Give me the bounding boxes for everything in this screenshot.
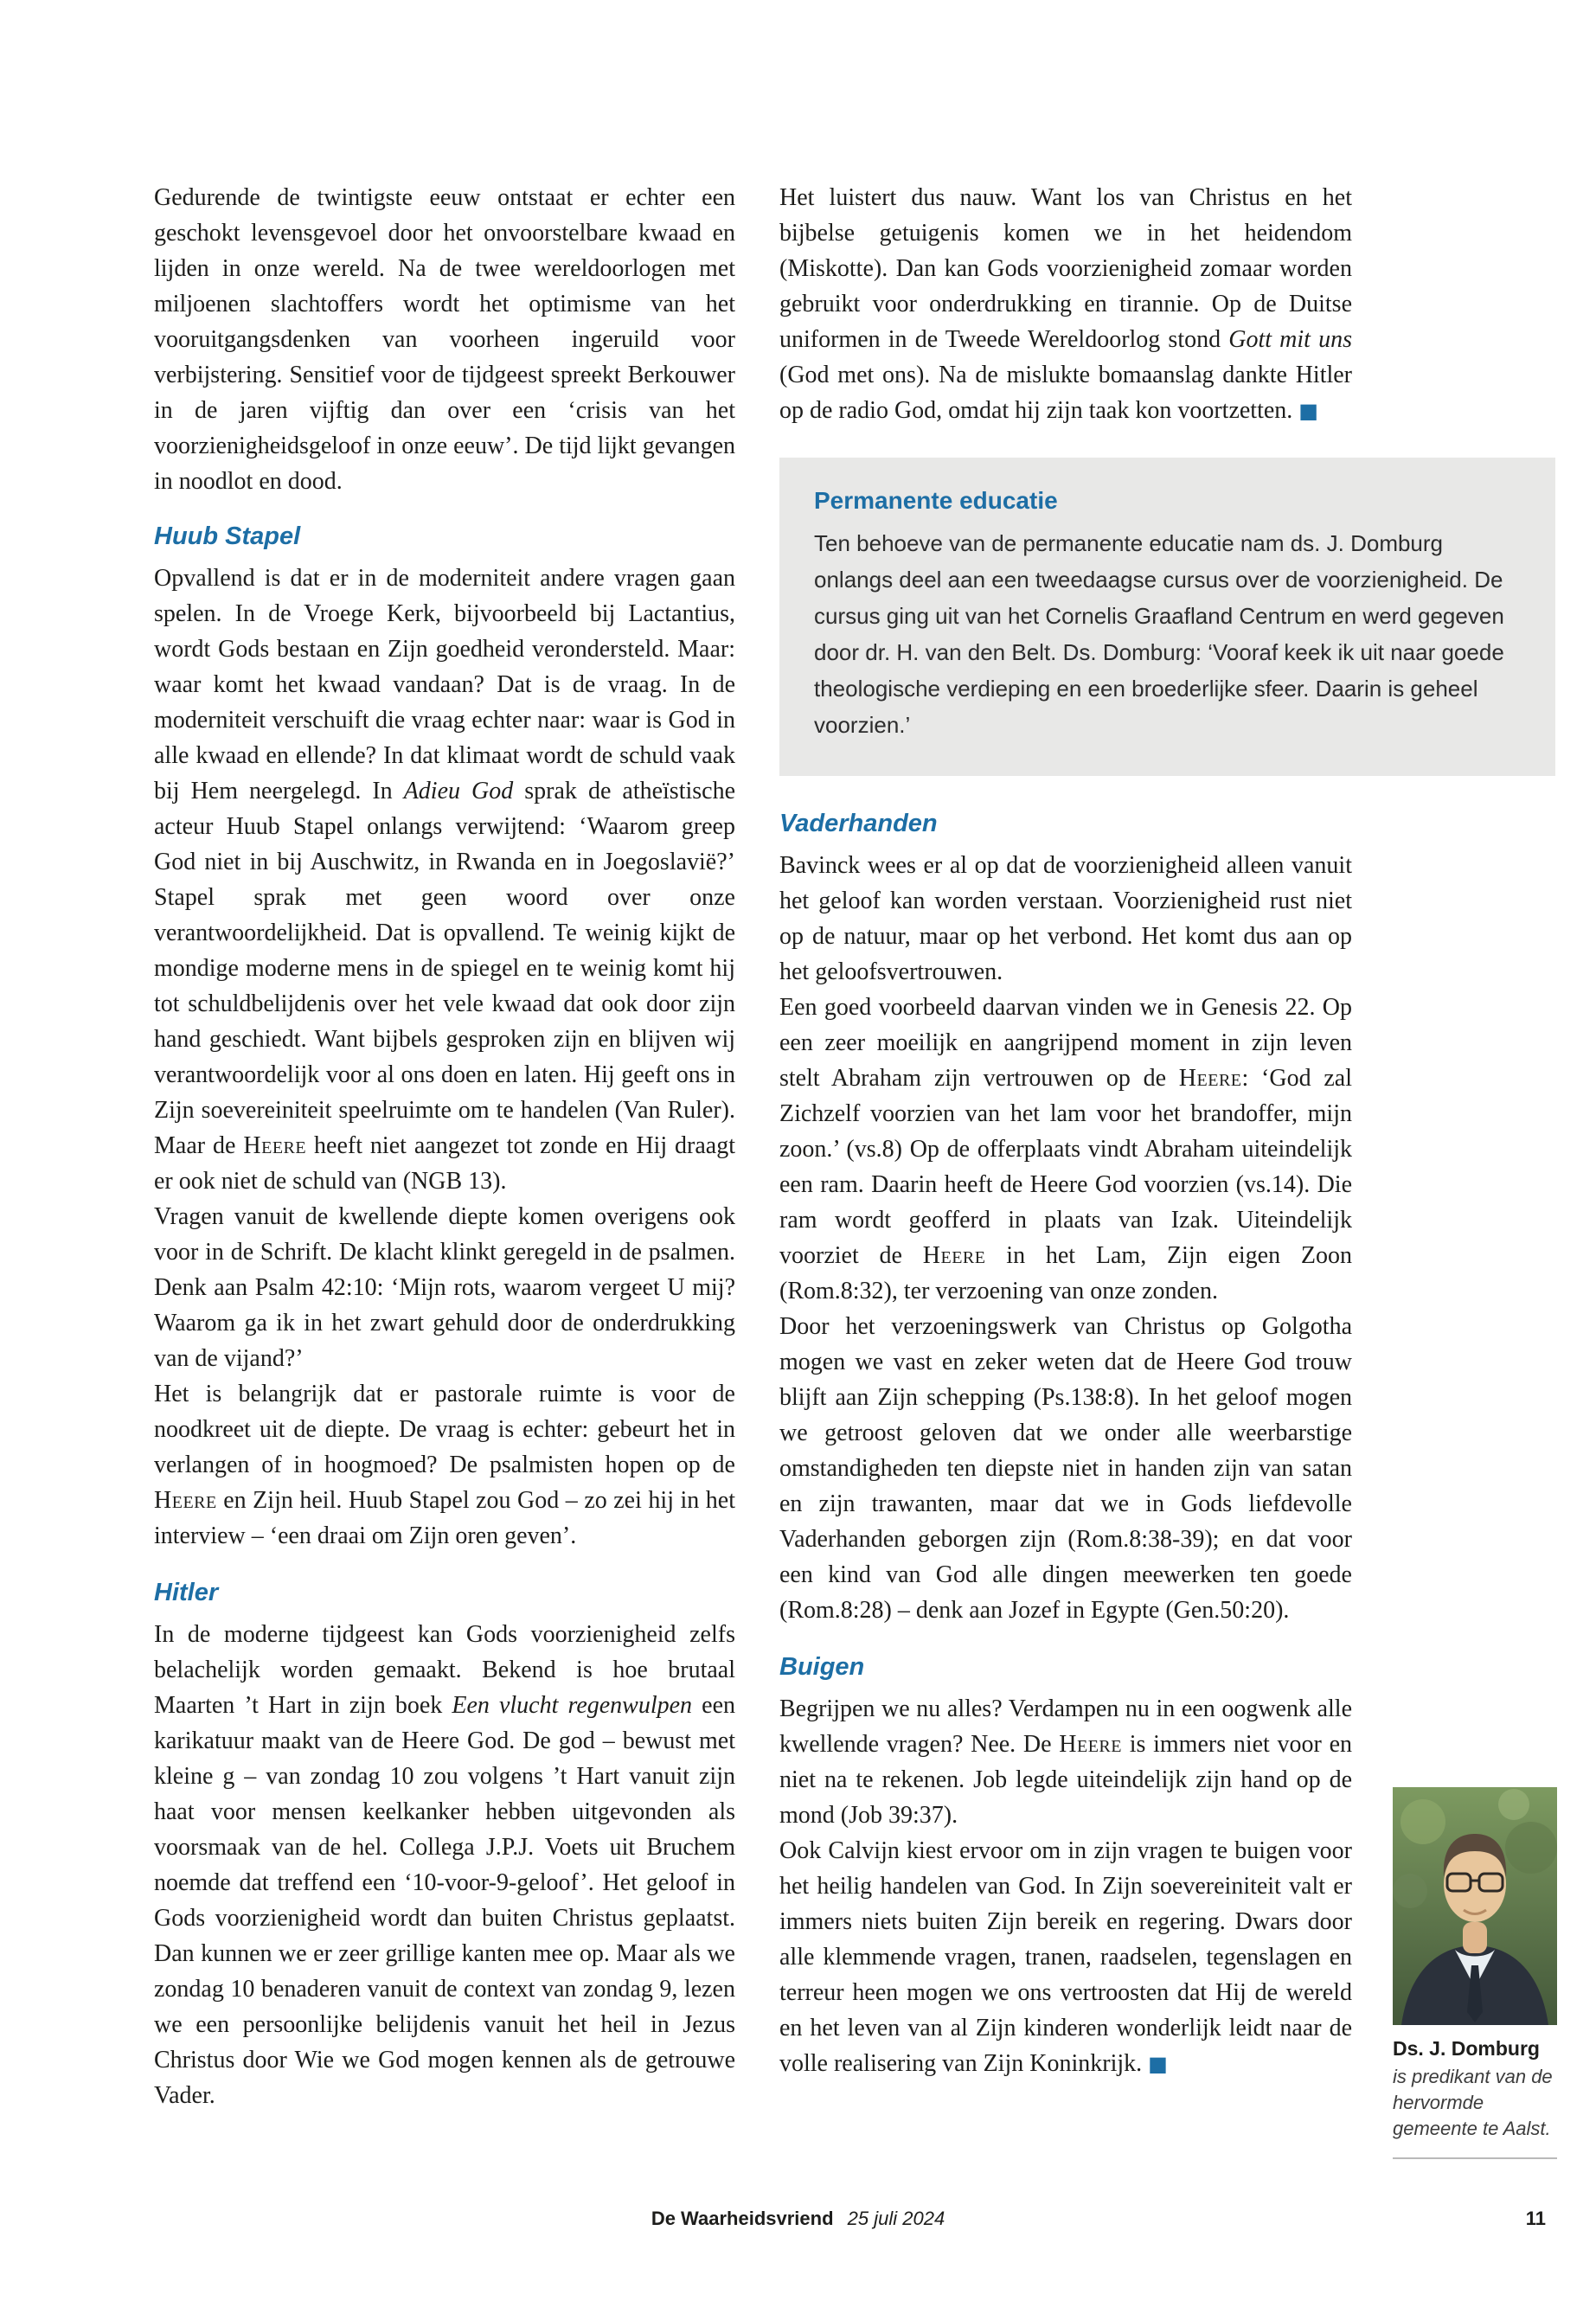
intro-paragraph: Gedurende de twintigste eeuw ontstaat er echter een geschokt levensgevoel door het onvoorstelbare kwaad en lijden in onze wereld. Na de twee wereldoorlogen met miljoenen slachtoffers wordt het optimisme van het vooruitgangsdenken van voorheen ingeruild voor verbijstering. Sensitief voor de tijdgeest spreekt Berkouwer in de jaren vijftig dan over een ‘crisis van het voorzienigheidsgeloof in onze eeuw’. De tijd lijkt gevangen in noodlot en dood. — [154, 184, 735, 495]
end-of-article-mark: ■ — [1148, 2052, 1168, 2076]
footer-center — [0, 2208, 1596, 2230]
end-of-article-mark: ■ — [1298, 399, 1318, 423]
photo-caption — [1393, 2037, 1557, 2159]
right-column — [779, 180, 1504, 2081]
page-footer — [0, 2208, 1596, 2242]
paragraph: Het is belangrijk dat er pastorale ruimte is voor de noodkreet uit de diepte. De vraag is echter: gebeurt het in verlangen of in hoogmoed? De psalmisten hopen op de Heere en Zijn heil. Huub Stapel zou God – zo zei hij in het interview – ‘een draai om Zijn oren geven’. — [154, 1381, 735, 1549]
portrait-photo — [1393, 1787, 1557, 2025]
photo-caption-name: Ds. J. Domburg — [1393, 2037, 1540, 2060]
paragraph-text: Het luistert dus nauw. Want los van Christus en het bijbelse getuigenis komen we in het heidendom (Miskotte). Dan kan Gods voorzienigheid zomaar worden gebruikt voor onderdrukking en tirannie. Op de Duitse uniformen in de Tweede Wereldoorlog stond Gott mit uns (God met ons). Na de mislukte bomaanslag dankte Hitler op de radio God, omdat hij zijn taak kon voortzetten. — [779, 184, 1352, 424]
photo-rail — [1393, 1787, 1557, 2159]
left-column — [154, 180, 735, 2113]
section-heading-vaderhanden: Vaderhanden — [779, 810, 938, 837]
info-box-title: Permanente educatie — [814, 487, 1058, 514]
paragraph: Vragen vanuit de kwellende diepte komen overigens ook voor in de Schrift. De klacht klinkt geregeld in de psalmen. Denk aan Psalm 42:10: ‘Mijn rots, waarom vergeet U mij? Waarom ga ik in het zwart gehuld door de onderdrukking van de vijand?’ — [154, 1203, 735, 1372]
section-heading-buigen: Buigen — [779, 1653, 865, 1681]
section-heading-huub-stapel: Huub Stapel — [154, 522, 301, 550]
paragraph-text: Ook Calvijn kiest ervoor om in zijn vragen te buigen voor het heilig handelen van God. In Zijn soevereiniteit valt er immers niets buiten Zijn bereik en regering. Dwars door alle klemmende vragen, tranen, raadselen, tegenslagen en terreur heen mogen we ons vertroosten dat Hij de wereld en het leven van al Zijn kinderen wonderlijk leidt naar de volle realisering van Zijn Koninkrijk. — [779, 1837, 1352, 2077]
paragraph — [779, 1833, 1352, 2081]
info-box-body: Ten behoeve van de permanente educatie nam ds. J. Domburg onlangs deel aan een tweedaagse cursus over de voorzienigheid. De cursus ging uit van het Cornelis Graafland Centrum en werd gegeven door dr. H. van den Belt. Ds. Domburg: ‘Vooraf keek ik uit naar goede theologische verdieping en een broederlijke sfeer. Daarin is geheel voorzien.’ — [814, 530, 1504, 738]
paragraph: Begrijpen we nu alles? Verdampen nu in een oogwenk alle kwellende vragen? Nee. De Heere is immers niet voor en niet na te rekenen. Job legde uiteindelijk zijn hand op de mond (Job 39:37). — [779, 1695, 1352, 1829]
paragraph: Bavinck wees er al op dat de voorzienigheid alleen vanuit het geloof kan worden verstaan. Voorzienigheid rust niet op de natuur, maar op het verbond. Het komt dus aan op het geloofsvertrouwen. — [779, 852, 1352, 985]
paragraph: In de moderne tijdgeest kan Gods voorzienigheid zelfs belachelijk worden gemaakt. Bekend is hoe brutaal Maarten ’t Hart in zijn boek Een vlucht regenwulpen een karikatuur maakt van de Heere God. De god – bewust met kleine g – van zondag 10 zou volgens ’t Hart vanuit zijn haat voor mensen keelkanker hebben uitgevonden als voorsmaak van de hel. Collega J.P.J. Voets uit Bruchem noemde dat treffend een ‘10-voor-9-geloof’. Het geloof in Gods voorzienigheid wordt dan buiten Christus geplaatst. Dan kunnen we er zeer grillige kanten mee op. Maar als we zondag 10 benaderen vanuit de context van zondag 9, lezen we een persoonlijke belijdenis vanuit het heil in Jezus Christus door Wie we God mogen kennen als de getrouwe Vader. — [154, 1621, 736, 2109]
paragraph: Door het verzoeningswerk van Christus op Golgotha mogen we vast en zeker weten dat de Heere God trouw blijft aan Zijn schepping (Ps.138:8). In het geloof mogen we getroost geloven dat we onder alle weerbarstige omstandigheden ten diepste niet in handen zijn van satan en zijn trawanten, maar dat we in Gods liefdevolle Vaderhanden geborgen zijn (Rom.8:38-39); en dat voor een kind van God alle dingen meewerken ten goede (Rom.8:28) – denk aan Jozef in Egypte (Gen.50:20). — [779, 1313, 1352, 1624]
section-heading-hitler: Hitler — [154, 1579, 219, 1606]
page-number: 11 — [1525, 2208, 1546, 2229]
magazine-title: De Waarheidsvriend — [651, 2208, 834, 2229]
photo-caption-description: is predikant van de hervormde gemeente te Aalst. — [1393, 2066, 1553, 2139]
info-box-permanente-educatie — [779, 458, 1555, 776]
paragraph: Opvallend is dat er in de moderniteit andere vragen gaan spelen. In de Vroege Kerk, bijvoorbeeld bij Lactantius, wordt Gods bestaan en Zijn goedheid verondersteld. Maar: waar komt het kwaad vandaan? Dat is de vraag. In de moderniteit verschuift die vraag echter naar: waar is God in alle kwaad en ellende? In dat klimaat wordt de schuld vaak bij Hem neergelegd. In Adieu God sprak de atheïstische acteur Huub Stapel onlangs verwijtend: ‘Waarom greep God niet in bij Auschwitz, in Rwanda en in Joegoslavië?’ Stapel sprak met geen woord over onze verantwoordelijkheid. Dat is opvallend. Te weinig kijkt de mondige moderne mens in de spiegel en te weinig komt hij tot schuldbelijdenis over het vele kwaad dat ook door zijn hand geschiedt. Want bijbels gesproken zijn en blijven wij verantwoordelijk voor al ons doen en laten. Hij geeft ons in Zijn soevereiniteit speelruimte om te handelen (Van Ruler). Maar de Heere heeft niet aangezet tot zonde en Hij draagt er ook niet de schuld van (NGB 13). — [154, 565, 736, 1195]
issue-date: 25 juli 2024 — [847, 2208, 945, 2229]
paragraph: Een goed voorbeeld daarvan vinden we in Genesis 22. Op een zeer moeilijk en aangrijpend moment in zijn leven stelt Abraham zijn vertrouwen op de Heere: ‘God zal Zichzelf voorzien van het lam voor het brandoffer, mijn zoon.’ (vs.8) Op de offerplaats vindt Abraham uiteindelijk een ram. Daarin heeft de Heere God voorzien (vs.14). Die ram wordt geofferd in plaats van Izak. Uiteindelijk voorziet de Heere in het Lam, Zijn eigen Zoon (Rom.8:32), ter verzoening van onze zonden. — [779, 994, 1353, 1304]
paragraph — [779, 180, 1352, 428]
